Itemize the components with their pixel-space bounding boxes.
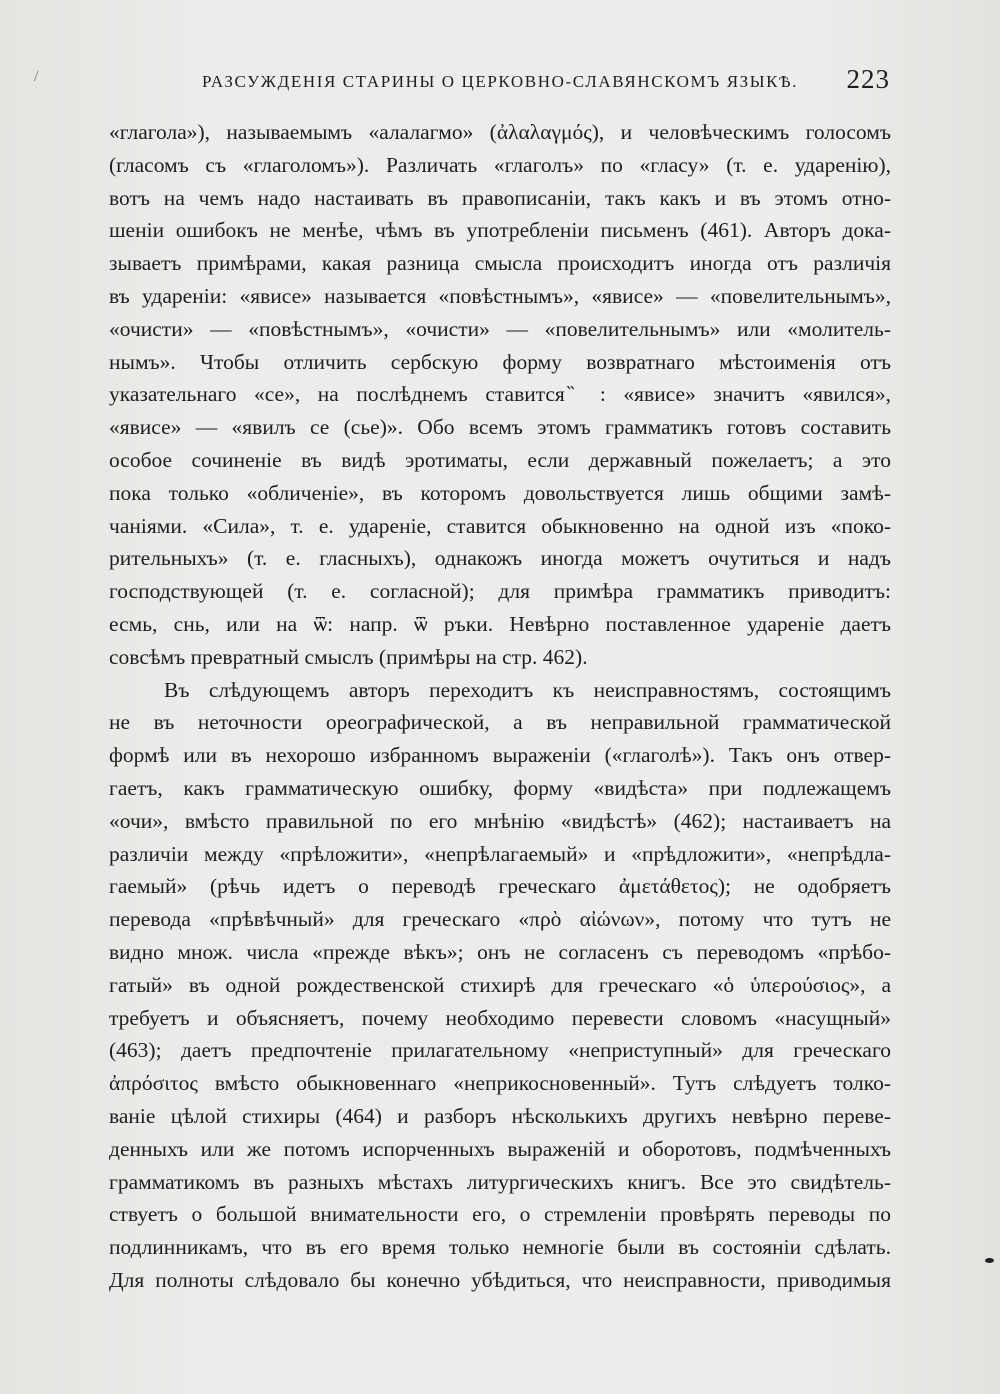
margin-mark: / — [34, 68, 39, 85]
text-line: Въ слѣдующемъ авторъ переходитъ къ неисправностямъ, состоящимъ — [164, 677, 891, 702]
text-line: (гласомъ съ «глаголомъ»). Различать «глаголъ» по «гласу» (т. е. ударенію), — [109, 152, 891, 177]
text-line: господствующей (т. е. согласной); для примѣра грамматикъ приводитъ: — [109, 579, 891, 604]
running-head — [110, 66, 890, 96]
text-line: Для полноты слѣдовало бы конечно убѣдиться, что неисправности, приводимыя — [109, 1267, 891, 1292]
text-line: (463); даетъ предпочтеніе прилагательному «неприступный» для греческаго — [109, 1038, 891, 1063]
text-line: грамматикомъ въ разныхъ мѣстахъ литургическихъ книгъ. Все это свидѣтель- — [109, 1169, 891, 1194]
text-line: гатый» въ одной рождественской стихирѣ для греческаго «ὁ ὑπερούσιος», а — [109, 972, 891, 997]
text-line: различіи между «прѣложити», «непрѣлагаемый» и «прѣдложити», «непрѣдла- — [109, 841, 891, 866]
text-line: перевода «прѣвѣчный» для греческаго «πρὸ αἰώνων», потому что тутъ не — [109, 907, 891, 932]
text-line: «очи», вмѣсто правильной по его мнѣнію «видѣстѣ» (462); настаиваетъ на — [109, 808, 891, 833]
page-number: 223 — [846, 64, 890, 94]
body-text — [109, 116, 891, 1297]
text-line: пока только «обличеніе», въ которомъ довольствуется лишь общими замѣ- — [109, 480, 891, 505]
text-line: въ удареніи: «явисе» называется «повѣстнымъ», «явисе» — «повелительнымъ», — [109, 283, 891, 308]
text-line: вотъ на чемъ надо настаивать въ правописаніи, такъ какъ и въ этомъ отно- — [109, 185, 891, 210]
text-line: указательнаго «се», на послѣднемъ ставится ̏ : «явисе» значитъ «явился», — [109, 382, 891, 407]
text-line: ствуетъ о большой внимательности его, о стремленіи провѣрять переводы по — [109, 1202, 891, 1227]
text-line: гаетъ, какъ грамматическую ошибку, форму «видѣста» при подлежащемъ — [109, 775, 891, 800]
text-line: не въ неточности ореографической, а въ неправильной грамматической — [109, 710, 891, 735]
text-line: «глагола»), называемымъ «алалагмо» (ἀλαλαγμός), и человѣческимъ голосомъ — [109, 120, 891, 144]
running-title: РАЗСУЖДЕНІЯ СТАРИНЫ О ЦЕРКОВНО-СЛАВЯНСКОМЪ ЯЗЫКѢ. — [202, 72, 798, 91]
text-line: ваніе цѣлой стихиры (464) и разборъ нѣсколькихъ другихъ невѣрно переве- — [109, 1103, 891, 1128]
text-line: «очисти» — «повѣстнымъ», «очисти» — «повелительнымъ» или «молитель- — [109, 316, 891, 341]
text-line: есмь, снь, или на ѿ: напр. ѿ ръки. Невѣрно поставленное удареніе даетъ — [109, 611, 891, 636]
text-line: нымъ». Чтобы отличить сербскую форму возвратнаго мѣстоименія отъ — [109, 349, 891, 374]
text-line: денныхъ или же потомъ испорченныхъ выраженій и оборотовъ, подмѣченныхъ — [109, 1136, 891, 1161]
text-line: «явисе» — «явилъ се (сье)». Обо всемъ этомъ грамматикъ готовъ составить — [109, 415, 891, 440]
text-line: формѣ или въ нехорошо избранномъ выраженіи («глаголѣ»). Такъ онъ отвер- — [109, 743, 891, 768]
text-line: чаніями. «Сила», т. е. удареніе, ставится обыкновенно на одной изъ «поко- — [109, 513, 891, 538]
text-line: гаемый» (рѣчь идетъ о переводѣ греческаго ἀμετάθετος); не одобряетъ — [109, 874, 891, 899]
text-line: видно множ. числа «прежде вѣкъ»; онъ не согласенъ съ переводомъ «прѣбо- — [109, 939, 891, 964]
text-line: особое сочиненіе въ видѣ эротиматы, если державный пожелаетъ; а это — [109, 447, 891, 472]
text-line: зываетъ примѣрами, какая разница смысла происходитъ иногда отъ различія — [109, 251, 891, 276]
text-line: ἀπρόσιτος вмѣсто обыкновеннаго «неприкосновенный». Тутъ слѣдуетъ толко- — [109, 1071, 891, 1096]
text-line: требуетъ и объясняетъ, почему необходимо перевести словомъ «насущный» — [109, 1005, 891, 1030]
text-line: рительныхъ» (т. е. гласныхъ), однакожъ иногда можетъ очутиться и надъ — [109, 546, 891, 571]
ink-speck — [985, 1258, 994, 1263]
text-line: шеніи ошибокъ не менѣе, чѣмъ въ употребленіи письменъ (461). Авторъ дока- — [109, 218, 891, 243]
text-line: подлинникамъ, что въ его время только немногіе были въ состояніи сдѣлать. — [109, 1235, 891, 1260]
text-line: совсѣмъ превратный смыслъ (примѣры на стр. 462). — [109, 644, 588, 669]
